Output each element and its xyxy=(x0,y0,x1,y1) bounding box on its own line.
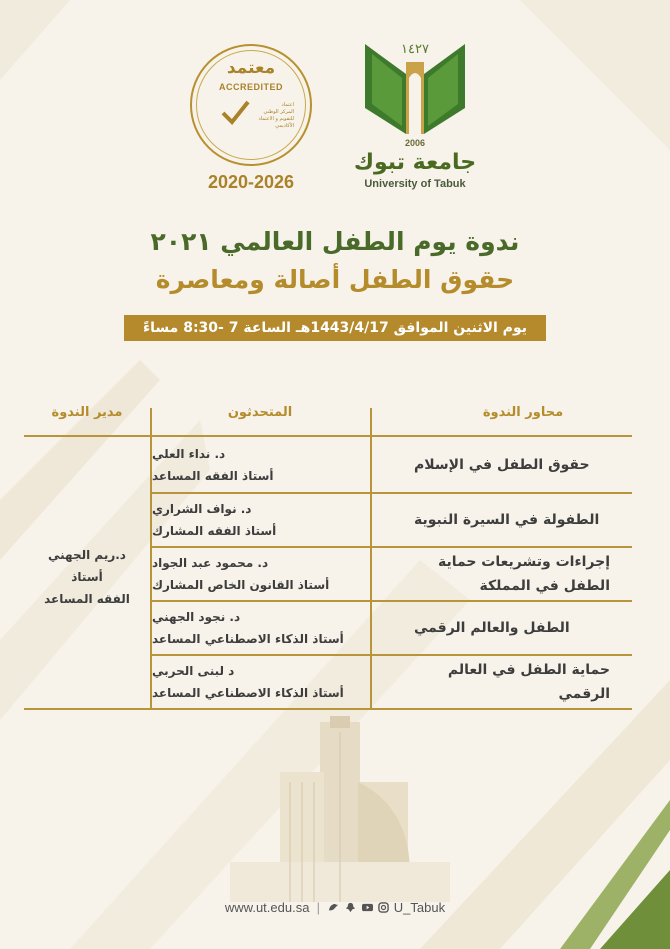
axis-cell: حماية الطفل في العالم الرقمي xyxy=(447,662,610,702)
accredited-english: ACCREDITED xyxy=(218,82,283,92)
campus-building-illustration xyxy=(190,712,490,902)
snapchat-icon[interactable] xyxy=(345,902,356,913)
speaker-title: أستاذ الفقه المشارك xyxy=(152,524,277,538)
axis-cell: حقوق الطفل في الإسلام xyxy=(414,456,590,473)
footer-separator: | xyxy=(313,900,324,916)
speaker-cell xyxy=(152,494,372,546)
manager-title-line1: أستاذ xyxy=(71,570,103,584)
manager-name: د.ريم الجهني xyxy=(48,548,126,562)
university-english-name: University of Tabuk xyxy=(364,178,466,190)
checkmark-icon xyxy=(220,98,250,128)
speaker-title: أستاذ الفقه المساعد xyxy=(152,468,274,483)
speaker-cell xyxy=(152,548,372,600)
university-logo xyxy=(350,38,480,196)
event-title: ندوة يوم الطفل العالمي ٢٠٢١ xyxy=(150,227,520,256)
accredited-arabic: معتمد xyxy=(226,58,276,78)
founding-year: 2006 xyxy=(404,138,426,148)
speaker-name: د لبنى الحربي xyxy=(152,664,235,678)
speaker-cell xyxy=(152,656,372,708)
accreditation-years: 2020-2026 xyxy=(207,172,295,192)
instagram-icon[interactable] xyxy=(378,902,389,913)
table-bottom-line xyxy=(24,708,632,710)
speaker-name: د. نواف الشراري xyxy=(152,502,252,516)
speaker-cell xyxy=(152,602,372,654)
speaker-name: د. محمود عبد الجواد xyxy=(152,556,269,570)
accreditation-center-text: اعتماد المركز الوطني للتقويم و الاعتماد الأكاديمي xyxy=(258,102,294,129)
event-subtitle: حقوق الطفل أصالة ومعاصرة xyxy=(155,265,515,294)
speaker-name: د. نجود الجهني xyxy=(152,610,241,624)
website-link[interactable]: www.ut.edu.sa xyxy=(224,900,310,916)
event-date-bar: يوم الاثنين الموافق 1443/4/17هـ الساعة 7 -8:30 مساءً xyxy=(124,315,546,341)
youtube-icon[interactable] xyxy=(362,902,373,913)
speaker-title: أستاذ الذكاء الاصطناعي المساعد xyxy=(152,632,344,646)
twitter-icon[interactable] xyxy=(328,902,339,913)
manager-cell xyxy=(24,544,150,610)
university-arabic-name: جامعة تبوك xyxy=(353,150,477,175)
footer xyxy=(0,899,670,915)
header-axes: محاور الندوة xyxy=(482,405,564,420)
hijri-year: ١٤٢٧ xyxy=(401,42,429,57)
manager-title-line2: الفقه المساعد xyxy=(44,592,130,606)
accreditation-seal xyxy=(190,44,312,166)
program-table xyxy=(24,400,632,710)
speaker-cell xyxy=(152,437,372,492)
axis-cell: إجراءات وتشريعات حماية الطفل في المملكة xyxy=(437,554,610,594)
speaker-title: أستاذ الذكاء الاصطناعي المساعد xyxy=(152,686,344,700)
axis-cell: الطفولة في السيرة النبوية xyxy=(414,512,600,528)
header-manager: مدير الندوة xyxy=(51,405,123,420)
social-handle[interactable]: U_Tabuk xyxy=(393,900,446,916)
speaker-name: د. نداء العلي xyxy=(152,446,226,461)
axis-cell: الطفل والعالم الرقمي xyxy=(414,620,570,636)
header-speakers: المتحدثون xyxy=(227,405,293,420)
speaker-title: أستاذ القانون الخاص المشارك xyxy=(152,578,330,592)
